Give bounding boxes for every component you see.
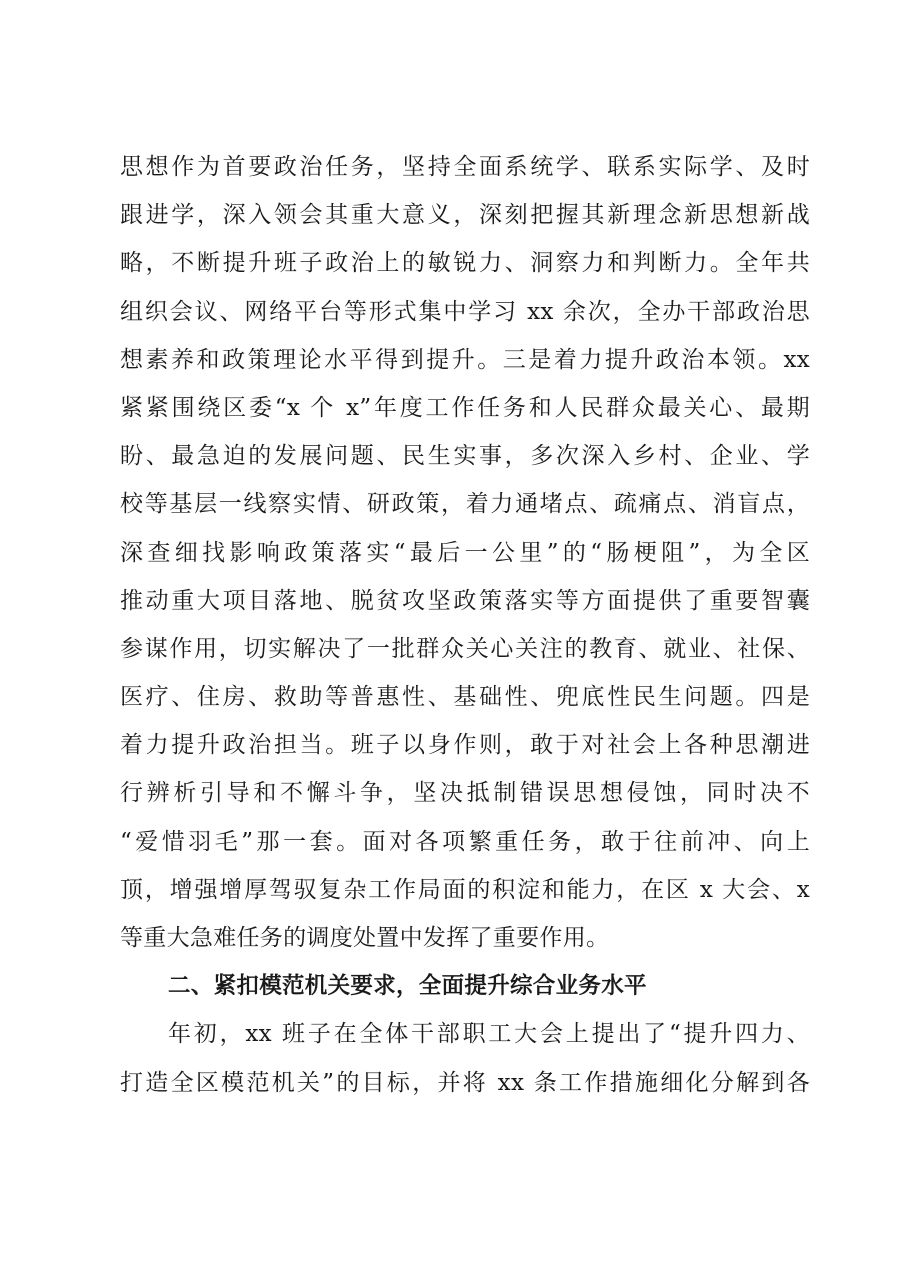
text-line-14: 行辨析引导和不懈斗争，坚决抵制错误思想侵蚀，同时决不 [120, 780, 810, 807]
text-line-4: 组织会议、网络平台等形式集中学习 xx 余次，全办干部政治思 [120, 298, 810, 325]
text-line-15: “爱惜羽毛”那一套。面对各项繁重任务，敢于往前冲、向上 [120, 828, 810, 855]
paragraph2-line-1: 年初，xx 班子在全体干部职工大会上提出了“提升四力、 [168, 1021, 810, 1048]
text-line-7: 盼、最急迫的发展问题、民生实事，多次深入乡村、企业、学 [120, 443, 810, 470]
section-heading: 二、紧扣模范机关要求，全面提升综合业务水平 [168, 973, 647, 1000]
paragraph2-line-2: 打造全区模范机关”的目标，并将 xx 条工作措施细化分解到各 [120, 1069, 810, 1096]
text-line-2: 跟进学，深入领会其重大意义，深刻把握其新理念新思想新战 [120, 202, 810, 229]
text-line-5: 想素养和政策理论水平得到提升。三是着力提升政治本领。xx [120, 346, 810, 373]
text-line-13: 着力提升政治担当。班子以身作则，敢于对社会上各种思潮进 [120, 732, 810, 759]
text-line-12: 医疗、住房、救助等普惠性、基础性、兜底性民生问题。四是 [120, 684, 810, 711]
text-line-6: 紧紧围绕区委“x 个 x”年度工作任务和人民群众最关心、最期 [120, 394, 810, 421]
text-line-10: 推动重大项目落地、脱贫攻坚政策落实等方面提供了重要智囊 [120, 587, 810, 614]
document-body [120, 143, 810, 1107]
text-line-9: 深查细找影响政策落实“最后一公里”的“肠梗阻”，为全区 [120, 539, 810, 566]
text-line-1: 思想作为首要政治任务，坚持全面系统学、联系实际学、及时 [120, 154, 810, 180]
text-line-8: 校等基层一线察实情、研政策，着力通堵点、疏痛点、消盲点， [120, 491, 810, 518]
text-line-16: 顶，增强增厚驾驭复杂工作局面的积淀和能力，在区 x 大会、x [120, 876, 810, 903]
text-line-11: 参谋作用，切实解决了一批群众关心关注的教育、就业、社保、 [120, 635, 810, 662]
text-line-3: 略，不断提升班子政治上的敏锐力、洞察力和判断力。全年共 [120, 250, 810, 277]
text-line-17: 等重大急难任务的调度处置中发挥了重要作用。 [120, 925, 610, 951]
